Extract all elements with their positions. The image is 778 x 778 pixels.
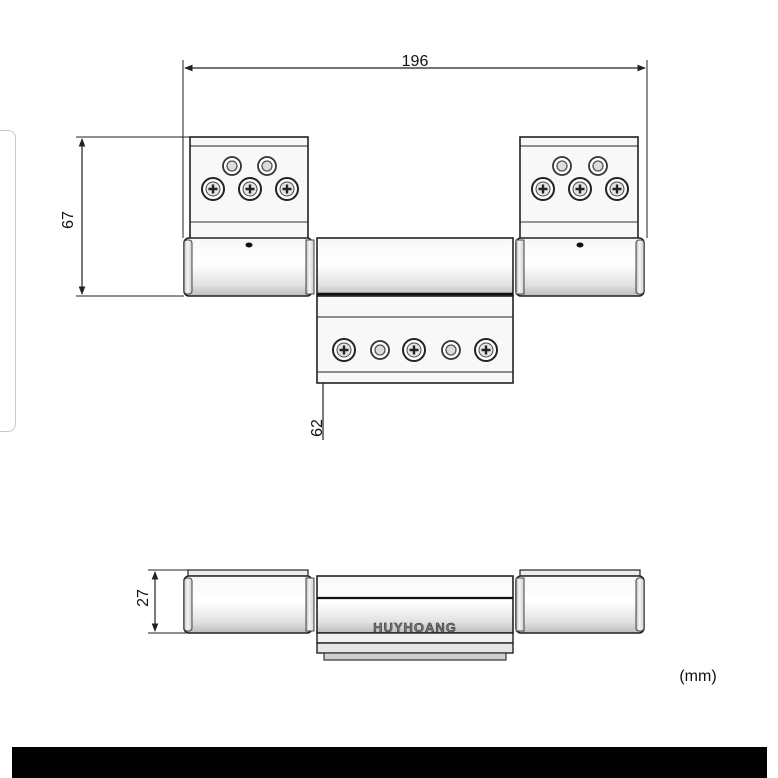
screw-ring-icon	[223, 157, 241, 175]
side-view-hinge	[184, 570, 644, 660]
height-dimension	[60, 137, 190, 296]
brand-engraving: HUYHOANG	[373, 620, 457, 635]
screw-ring-icon	[371, 341, 389, 359]
bottom-black-bar	[12, 747, 767, 778]
screw-ring-icon	[589, 157, 607, 175]
thickness-dimension	[135, 570, 190, 633]
unit-label: (mm)	[679, 668, 717, 685]
screw-cross-icon	[403, 339, 425, 361]
right-leaf-plate	[520, 137, 638, 239]
height-dimension-label: 67	[60, 211, 77, 229]
screw-cross-icon	[333, 339, 355, 361]
screw-cross-icon	[202, 178, 224, 200]
drop-dimension-label: 62	[309, 419, 326, 437]
width-dimension-label: 196	[401, 53, 429, 70]
screw-ring-icon	[553, 157, 571, 175]
screw-cross-icon	[532, 178, 554, 200]
screw-cross-icon	[569, 178, 591, 200]
lower-frame-plate	[317, 296, 513, 383]
left-leaf-plate	[190, 137, 308, 239]
screw-ring-icon	[258, 157, 276, 175]
thickness-dimension-label: 27	[135, 589, 152, 607]
top-barrel-row	[184, 238, 644, 296]
screw-cross-icon	[475, 339, 497, 361]
screw-ring-icon	[442, 341, 460, 359]
screw-cross-icon	[606, 178, 628, 200]
screw-cross-icon	[239, 178, 261, 200]
screw-cross-icon	[276, 178, 298, 200]
